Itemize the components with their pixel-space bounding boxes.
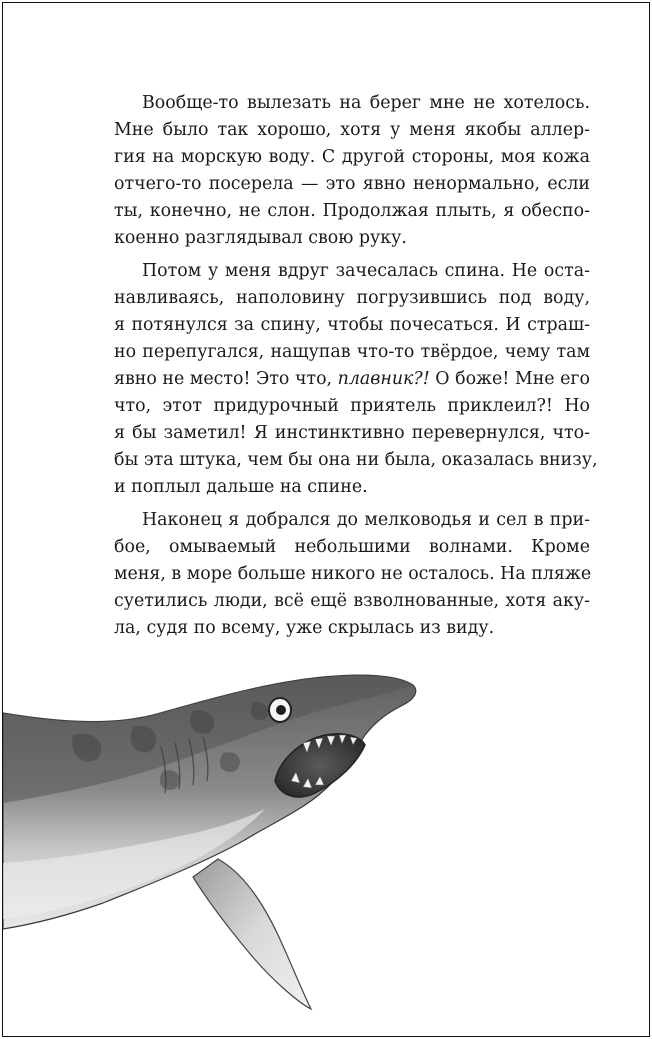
- shark-illustration-icon: [3, 663, 649, 1036]
- text-line: суетились люди, всё ещё взволнованные, хотя аку-: [114, 591, 590, 611]
- text-line: я бы заметил! Я инстинктивно перевернулся, что-: [114, 423, 590, 443]
- text-line: гия на морскую воду. С другой стороны, моя кожа: [114, 147, 590, 167]
- text-line: Наконец я добрался до мелководья и сел в при-: [142, 510, 590, 530]
- text-segment: явно не место! Это что,: [114, 369, 338, 389]
- text-line: ты, конечно, не слон. Продолжая плыть, я обеспо-: [114, 201, 590, 221]
- text-line: ла, судя по всему, уже скрылась из виду.: [114, 618, 495, 638]
- text-line: Мне было так хорошо, хотя у меня якобы аллер-: [114, 120, 590, 140]
- paragraph-2: [114, 258, 598, 501]
- text-line: Вообще-то вылезать на берег мне не хотелось.: [142, 93, 590, 113]
- text-line: коенно разглядывал свою руку.: [114, 228, 407, 248]
- paragraph-1: [114, 90, 590, 252]
- text-line: отчего-то посерела — это явно ненормально, если: [114, 174, 590, 194]
- italic-word: плавник?!: [337, 369, 430, 389]
- text-segment: О боже! Мне его: [429, 369, 590, 389]
- shark-pectoral-fin: [193, 859, 311, 1009]
- text-line: навливаясь, наполовину погрузившись под воду,: [114, 288, 590, 308]
- text-line: и поплыл дальше на спине.: [114, 477, 368, 497]
- book-page: [2, 2, 650, 1037]
- text-line: бое, омываемый небольшими волнами. Кроме: [114, 537, 590, 557]
- text-line: бы эта штука, чем бы она ни была, оказалась внизу,: [114, 450, 598, 470]
- text-line-with-italic: [114, 366, 590, 393]
- text-line: Потом у меня вдруг зачесалась спина. Не оста-: [142, 261, 590, 281]
- text-line: но перепугался, нащупав что-то твёрдое, чему там: [114, 342, 590, 362]
- text-line: что, этот придурочный приятель приклеил?! Но: [114, 396, 590, 416]
- text-line: я потянулся за спину, чтобы почесаться. И страш-: [114, 315, 590, 335]
- paragraph-3: [114, 507, 590, 642]
- text-line: меня, в море больше никого не осталось. На пляже: [114, 564, 592, 584]
- text-block: [114, 90, 598, 648]
